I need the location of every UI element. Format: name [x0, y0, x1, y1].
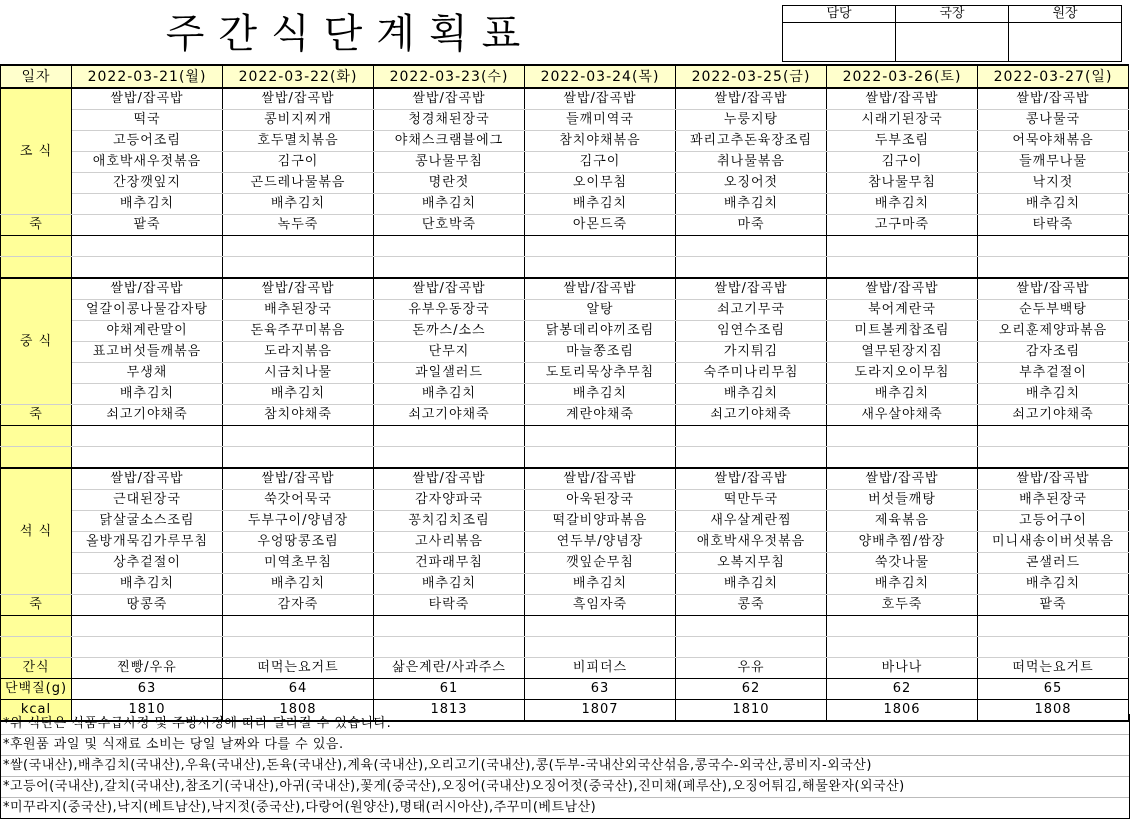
menu-item: 두부구이/양념장 [223, 511, 374, 532]
menu-item: 야채스크램블에그 [374, 131, 525, 152]
menu-item: 배추김치 [978, 194, 1129, 215]
menu-item: 배추김치 [374, 194, 525, 215]
protein-value: 62 [676, 679, 827, 700]
kcal-label: kcal [1, 700, 72, 722]
date-header: 2022-03-26(토) [827, 65, 978, 88]
menu-row [1, 363, 1129, 384]
blank-cell [676, 257, 827, 279]
menu-item: 시래기된장국 [827, 110, 978, 131]
menu-item: 알탕 [525, 300, 676, 321]
menu-item: 쑥갓어묵국 [223, 490, 374, 511]
menu-row [1, 553, 1129, 574]
menu-row [1, 468, 1129, 490]
blank-cell [978, 426, 1129, 447]
menu-item: 배추된장국 [223, 300, 374, 321]
menu-item: 고등어구이 [978, 511, 1129, 532]
menu-item: 호두멸치볶음 [223, 131, 374, 152]
menu-item: 열무된장지짐 [827, 342, 978, 363]
menu-item: 배추김치 [223, 384, 374, 405]
notes [0, 714, 1130, 819]
menu-item: 고사리볶음 [374, 532, 525, 553]
porridge-item: 팥죽 [72, 215, 223, 236]
blank-row [1, 637, 1129, 658]
menu-item: 콩나물무침 [374, 152, 525, 173]
menu-item: 쌀밥/잡곡밥 [223, 468, 374, 490]
menu-item: 상추겉절이 [72, 553, 223, 574]
note-line: *고등어(국내산),갈치(국내산),참조기(국내산),아귀(국내산),꽃게(중국산),오징어(국내산)오징어젓(중국산),진미채(페루산),오징어튀김,해물완자(외국산) [1, 777, 1129, 798]
porridge-row [1, 215, 1129, 236]
protein-value: 63 [72, 679, 223, 700]
menu-item: 쌀밥/잡곡밥 [72, 468, 223, 490]
menu-row [1, 152, 1129, 173]
menu-item: 새우살계란찜 [676, 511, 827, 532]
menu-item: 쌀밥/잡곡밥 [676, 88, 827, 110]
menu-row [1, 110, 1129, 131]
menu-item: 배추김치 [978, 384, 1129, 405]
blank-cell [374, 616, 525, 637]
approval-label-head: 원장 [1009, 6, 1122, 23]
kcal-value: 1808 [223, 700, 374, 722]
menu-item: 근대된장국 [72, 490, 223, 511]
date-header: 2022-03-22(화) [223, 65, 374, 88]
porridge-item: 단호박죽 [374, 215, 525, 236]
blank-cell [525, 236, 676, 257]
menu-row [1, 194, 1129, 215]
snack-value: 비피더스 [525, 658, 676, 679]
blank-cell [72, 616, 223, 637]
menu-item: 쌀밥/잡곡밥 [374, 88, 525, 110]
menu-item: 시금치나물 [223, 363, 374, 384]
approval-sign-manager[interactable] [783, 23, 896, 62]
menu-item: 배추김치 [827, 194, 978, 215]
blank-label [1, 616, 72, 637]
blank-cell [978, 257, 1129, 279]
blank-cell [827, 257, 978, 279]
blank-label [1, 426, 72, 447]
menu-item: 배추김치 [223, 194, 374, 215]
menu-item: 콩나물국 [978, 110, 1129, 131]
menu-item: 마늘쫑조림 [525, 342, 676, 363]
date-header: 2022-03-27(일) [978, 65, 1129, 88]
blank-cell [525, 447, 676, 469]
menu-item: 단무지 [374, 342, 525, 363]
menu-item: 배추김치 [374, 574, 525, 595]
blank-cell [827, 426, 978, 447]
menu-item: 미트볼케찹조림 [827, 321, 978, 342]
meal-label: 중 식 [1, 278, 72, 405]
menu-item: 쌀밥/잡곡밥 [978, 88, 1129, 110]
snack-value: 바나나 [827, 658, 978, 679]
protein-value: 63 [525, 679, 676, 700]
menu-item: 돈육주꾸미볶음 [223, 321, 374, 342]
menu-item: 들깨무나물 [978, 152, 1129, 173]
note-line: *위 식단은 식품수급사정 및 주방사정에 따라 달라질 수 있습니다. [1, 714, 1129, 735]
menu-item: 쌀밥/잡곡밥 [525, 88, 676, 110]
menu-item: 쑥갓나물 [827, 553, 978, 574]
blank-cell [827, 447, 978, 469]
note-line: *쌀(국내산),배추김치(국내산),우육(국내산),돈육(국내산),계육(국내산),오리고기(국내산),콩(두부-국내산외국산섞음,콩국수-외국산,콩비지-외국산) [1, 756, 1129, 777]
blank-cell [374, 637, 525, 658]
blank-cell [676, 616, 827, 637]
blank-cell [72, 426, 223, 447]
porridge-item: 흑임자죽 [525, 595, 676, 616]
porridge-item: 녹두죽 [223, 215, 374, 236]
menu-item: 오리훈제양파볶음 [978, 321, 1129, 342]
blank-cell [676, 637, 827, 658]
protein-value: 62 [827, 679, 978, 700]
date-header-label: 일자 [1, 65, 72, 88]
porridge-item: 팥죽 [978, 595, 1129, 616]
menu-item: 닭살굴소스조림 [72, 511, 223, 532]
menu-item: 들깨미역국 [525, 110, 676, 131]
menu-item: 야채계란말이 [72, 321, 223, 342]
date-header: 2022-03-25(금) [676, 65, 827, 88]
menu-item: 꽈리고추돈육장조림 [676, 131, 827, 152]
menu-item: 무생채 [72, 363, 223, 384]
protein-value: 64 [223, 679, 374, 700]
menu-item: 김구이 [525, 152, 676, 173]
menu-item: 순두부백탕 [978, 300, 1129, 321]
kcal-value: 1807 [525, 700, 676, 722]
blank-cell [223, 616, 374, 637]
menu-item: 배추김치 [525, 384, 676, 405]
blank-cell [223, 637, 374, 658]
menu-item: 간장깻잎지 [72, 173, 223, 194]
menu-item: 명란젓 [374, 173, 525, 194]
menu-item: 쌀밥/잡곡밥 [676, 468, 827, 490]
porridge-item: 감자죽 [223, 595, 374, 616]
blank-cell [72, 447, 223, 469]
menu-item: 배추김치 [223, 574, 374, 595]
menu-item: 고등어조림 [72, 131, 223, 152]
menu-row [1, 131, 1129, 152]
snack-value: 떠먹는요거트 [223, 658, 374, 679]
porridge-item: 호두죽 [827, 595, 978, 616]
blank-cell [223, 236, 374, 257]
blank-cell [827, 236, 978, 257]
blank-cell [223, 447, 374, 469]
menu-item: 배추김치 [525, 194, 676, 215]
blank-cell [525, 637, 676, 658]
snack-value: 찐빵/우유 [72, 658, 223, 679]
menu-item: 쌀밥/잡곡밥 [223, 88, 374, 110]
menu-item: 쌀밥/잡곡밥 [827, 278, 978, 300]
approval-sign-head[interactable] [1009, 23, 1122, 62]
kcal-value: 1813 [374, 700, 525, 722]
blank-cell [374, 426, 525, 447]
menu-row [1, 88, 1129, 110]
menu-row [1, 321, 1129, 342]
meal-label: 조 식 [1, 88, 72, 215]
porridge-item: 아몬드죽 [525, 215, 676, 236]
menu-table [0, 64, 1129, 722]
menu-item: 애호박새우젓볶음 [676, 532, 827, 553]
menu-item: 쌀밥/잡곡밥 [827, 88, 978, 110]
menu-item: 배추김치 [525, 574, 676, 595]
menu-item: 배추김치 [374, 384, 525, 405]
menu-item: 배추김치 [827, 384, 978, 405]
menu-item: 콩비지찌개 [223, 110, 374, 131]
menu-item: 연두부/양념장 [525, 532, 676, 553]
menu-item: 오복지무침 [676, 553, 827, 574]
porridge-label: 죽 [1, 215, 72, 236]
porridge-item: 계란야채죽 [525, 405, 676, 426]
menu-item: 배추김치 [978, 574, 1129, 595]
blank-cell [223, 257, 374, 279]
menu-item: 도라지오이무침 [827, 363, 978, 384]
porridge-item: 쇠고기야채죽 [978, 405, 1129, 426]
menu-item: 버섯들깨탕 [827, 490, 978, 511]
menu-item: 배추김치 [676, 194, 827, 215]
menu-item: 쌀밥/잡곡밥 [525, 468, 676, 490]
protein-value: 65 [978, 679, 1129, 700]
menu-item: 감자조림 [978, 342, 1129, 363]
porridge-item: 마죽 [676, 215, 827, 236]
menu-item: 누룽지탕 [676, 110, 827, 131]
kcal-value: 1808 [978, 700, 1129, 722]
kcal-value: 1810 [676, 700, 827, 722]
menu-row [1, 532, 1129, 553]
menu-row [1, 384, 1129, 405]
menu-item: 떡만두국 [676, 490, 827, 511]
blank-cell [374, 236, 525, 257]
blank-cell [978, 637, 1129, 658]
menu-row [1, 342, 1129, 363]
menu-row [1, 300, 1129, 321]
blank-label [1, 236, 72, 257]
blank-row [1, 426, 1129, 447]
menu-item: 도라지볶음 [223, 342, 374, 363]
approval-label-manager: 담당 [783, 6, 896, 23]
snack-value: 삶은계란/사과주스 [374, 658, 525, 679]
blank-cell [525, 616, 676, 637]
approval-box [782, 5, 1122, 62]
snack-label: 간식 [1, 658, 72, 679]
snack-value: 우유 [676, 658, 827, 679]
menu-item: 청경채된장국 [374, 110, 525, 131]
blank-cell [827, 616, 978, 637]
menu-item: 배추김치 [827, 574, 978, 595]
porridge-item: 콩죽 [676, 595, 827, 616]
menu-item: 쌀밥/잡곡밥 [374, 278, 525, 300]
blank-row [1, 616, 1129, 637]
note-line: *후원품 과일 및 식재료 소비는 당일 날짜와 다를 수 있음. [1, 735, 1129, 756]
menu-item: 건파래무침 [374, 553, 525, 574]
porridge-row [1, 405, 1129, 426]
menu-item: 가지튀김 [676, 342, 827, 363]
blank-cell [72, 637, 223, 658]
menu-item: 참치야채볶음 [525, 131, 676, 152]
menu-item: 쇠고기무국 [676, 300, 827, 321]
menu-item: 쌀밥/잡곡밥 [374, 468, 525, 490]
blank-cell [676, 447, 827, 469]
porridge-item: 고구마죽 [827, 215, 978, 236]
date-header: 2022-03-23(수) [374, 65, 525, 88]
menu-item: 얼갈이콩나물감자탕 [72, 300, 223, 321]
porridge-item: 쇠고기야채죽 [72, 405, 223, 426]
porridge-label: 죽 [1, 405, 72, 426]
menu-item: 오징어젓 [676, 173, 827, 194]
menu-item: 아욱된장국 [525, 490, 676, 511]
menu-item: 낙지젓 [978, 173, 1129, 194]
menu-item: 숙주미나리무침 [676, 363, 827, 384]
blank-cell [72, 236, 223, 257]
blank-cell [525, 257, 676, 279]
protein-label: 단백질(g) [1, 679, 72, 700]
menu-item: 취나물볶음 [676, 152, 827, 173]
menu-item: 부추겉절이 [978, 363, 1129, 384]
menu-item: 올방개묵김가루무침 [72, 532, 223, 553]
menu-item: 참나물무침 [827, 173, 978, 194]
blank-cell [374, 257, 525, 279]
header-row [1, 65, 1129, 88]
blank-cell [978, 616, 1129, 637]
menu-row [1, 278, 1129, 300]
menu-item: 곤드레나물볶음 [223, 173, 374, 194]
menu-item: 떡국 [72, 110, 223, 131]
porridge-item: 타락죽 [978, 215, 1129, 236]
menu-item: 쌀밥/잡곡밥 [978, 468, 1129, 490]
blank-cell [676, 236, 827, 257]
blank-cell [827, 637, 978, 658]
menu-item: 배추된장국 [978, 490, 1129, 511]
menu-item: 유부우동장국 [374, 300, 525, 321]
porridge-item: 타락죽 [374, 595, 525, 616]
menu-item: 김구이 [223, 152, 374, 173]
menu-item: 깻잎순무침 [525, 553, 676, 574]
menu-item: 애호박새우젓볶음 [72, 152, 223, 173]
menu-item: 과일샐러드 [374, 363, 525, 384]
blank-cell [978, 447, 1129, 469]
date-header: 2022-03-24(목) [525, 65, 676, 88]
blank-row [1, 447, 1129, 469]
menu-item: 콘샐러드 [978, 553, 1129, 574]
menu-item: 감자양파국 [374, 490, 525, 511]
menu-item: 우엉땅콩조림 [223, 532, 374, 553]
menu-item: 배추김치 [72, 574, 223, 595]
menu-item: 쌀밥/잡곡밥 [676, 278, 827, 300]
porridge-item: 참치야채죽 [223, 405, 374, 426]
date-header: 2022-03-21(월) [72, 65, 223, 88]
porridge-item: 쇠고기야채죽 [676, 405, 827, 426]
kcal-value: 1810 [72, 700, 223, 722]
menu-item: 쌀밥/잡곡밥 [978, 278, 1129, 300]
porridge-item: 땅콩죽 [72, 595, 223, 616]
blank-label [1, 637, 72, 658]
blank-cell [978, 236, 1129, 257]
menu-item: 배추김치 [72, 194, 223, 215]
blank-cell [676, 426, 827, 447]
menu-item: 두부조림 [827, 131, 978, 152]
snack-value: 떠먹는요거트 [978, 658, 1129, 679]
blank-label [1, 257, 72, 279]
menu-item: 쌀밥/잡곡밥 [223, 278, 374, 300]
menu-item: 쌀밥/잡곡밥 [72, 278, 223, 300]
menu-row [1, 490, 1129, 511]
menu-item: 도토리묵상추무침 [525, 363, 676, 384]
menu-item: 꽁치김치조림 [374, 511, 525, 532]
protein-value: 61 [374, 679, 525, 700]
porridge-label: 죽 [1, 595, 72, 616]
menu-item: 김구이 [827, 152, 978, 173]
menu-item: 어묵야채볶음 [978, 131, 1129, 152]
menu-item: 닭봉데리야끼조림 [525, 321, 676, 342]
blank-row [1, 236, 1129, 257]
menu-row [1, 574, 1129, 595]
porridge-item: 새우살야채죽 [827, 405, 978, 426]
blank-row [1, 257, 1129, 279]
menu-item: 제육볶음 [827, 511, 978, 532]
page-title: 주간식단계획표 [165, 11, 535, 57]
snack-row [1, 658, 1129, 679]
blank-cell [223, 426, 374, 447]
porridge-item: 쇠고기야채죽 [374, 405, 525, 426]
menu-row [1, 511, 1129, 532]
menu-item: 배추김치 [676, 574, 827, 595]
menu-item: 쌀밥/잡곡밥 [827, 468, 978, 490]
approval-sign-director[interactable] [896, 23, 1009, 62]
protein-row [1, 679, 1129, 700]
menu-item: 양배추찜/쌈장 [827, 532, 978, 553]
menu-item: 쌀밥/잡곡밥 [72, 88, 223, 110]
kcal-value: 1806 [827, 700, 978, 722]
blank-label [1, 447, 72, 469]
menu-item: 미역초무침 [223, 553, 374, 574]
menu-item: 배추김치 [676, 384, 827, 405]
menu-item: 미니새송이버섯볶음 [978, 532, 1129, 553]
porridge-row [1, 595, 1129, 616]
blank-cell [525, 426, 676, 447]
menu-item: 오이무침 [525, 173, 676, 194]
menu-item: 표고버섯들깨볶음 [72, 342, 223, 363]
menu-item: 북어계란국 [827, 300, 978, 321]
blank-cell [374, 447, 525, 469]
menu-item: 임연수조림 [676, 321, 827, 342]
approval-label-director: 국장 [896, 6, 1009, 23]
blank-cell [72, 257, 223, 279]
note-line: *미꾸라지(중국산),낙지(베트남산),낙지젓(중국산),다랑어(원양산),명태(러시아산),주꾸미(베트남산) [1, 798, 1129, 819]
menu-item: 떡갈비양파볶음 [525, 511, 676, 532]
menu-item: 돈까스/소스 [374, 321, 525, 342]
meal-label: 석 식 [1, 468, 72, 595]
menu-row [1, 173, 1129, 194]
menu-item: 배추김치 [72, 384, 223, 405]
menu-item: 쌀밥/잡곡밥 [525, 278, 676, 300]
